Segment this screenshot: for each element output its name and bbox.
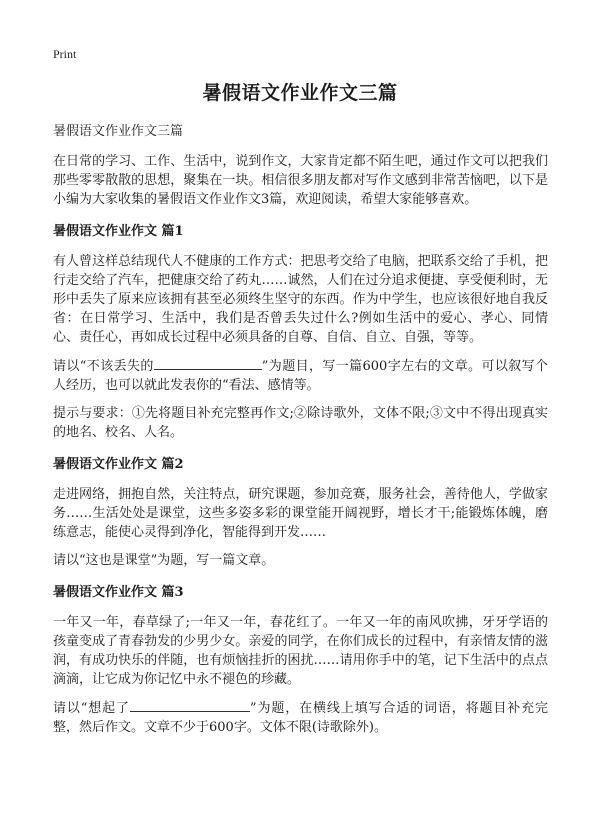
section-1-prompt [53, 356, 548, 395]
section-1-prompt-pre: 请以“不该丢失的 [53, 359, 154, 374]
intro-paragraph: 在日常的学习、工作、生活中，说到作文，大家肯定都不陌生吧，通过作文可以把我们那些零零散散的思想，聚集在一块。相信很多朋友都对写作文感到非常苦恼吧，以下是小编为大家收集的暑假语文作业作文3篇，欢迎阅读，希望大家能够喜欢。 [53, 154, 548, 207]
title-blank-line [130, 698, 250, 712]
section-2-prompt: 请以“这也是课堂”为题，写一篇文章。 [53, 553, 275, 568]
section-2-paragraph: 走进网络，拥抱自然，关注特点，研究课题，参加竞赛，服务社会，善待他人，学做家务……生活处处是课堂，这些多姿多彩的课堂能开阔视野，增长才干;能锻炼体魄，磨练意志，能使心灵得到净化，智能得到开发…… [53, 487, 548, 540]
section-1-requirements: 提示与要求：①先将题目补充完整再作文;②除诗歌外，文体不限;③文中不得出现真实的地名、校名、人名。 [53, 406, 548, 440]
section-1-paragraph: 有人曾这样总结现代人不健康的工作方式：把思考交给了电脑，把联系交给了手机，把行走交给了汽车，把健康交给了药丸……诚然，人们在过分追求便捷、享受便利时，无形中丢失了原来应该拥有甚至必须终生坚守的东西。作为中学生，也应该很好地自我反省：在日常学习、生活中，我们是否曾丢失过什么?例如生活中的爱心、孝心、同情心、责任心，再如成长过程中必须具备的自尊、自信、自立、自强，等等。 [53, 254, 548, 345]
document-subtitle: 暑假语文作业作文三篇 [53, 124, 184, 139]
section-1-prompt-post: ”为题目，写一篇600字左右的文章。可以叙写个人经历，也可以就此发表你的“看法、感情等。 [53, 359, 548, 393]
section-3-prompt [53, 698, 548, 737]
section-3-prompt-post: ”为题，在横线上填写合适的词语，将题目补充完整，然后作文。文章不少于600字。文体不限(诗歌除外)。 [53, 701, 548, 735]
section-1-heading: 暑假语文作业作文 篇1 [53, 224, 184, 239]
document-body [53, 122, 548, 737]
section-3-paragraph: 一年又一年，春草绿了;一年又一年，春花红了。一年又一年的南风吹拂，牙牙学语的孩童变成了青春勃发的少男少女。亲爱的同学，在你们成长的过程中，有亲情友情的滋润，有成功快乐的伴随，也有烦恼挂折的困扰……请用你手中的笔，记下生活中的点点滴滴，让它成为你记忆中永不褪色的珍藏。 [53, 615, 548, 687]
section-3-prompt-pre: 请以“想起了 [53, 701, 130, 716]
title-blank-line [154, 356, 262, 370]
print-link[interactable]: Print [53, 47, 77, 61]
section-2-heading: 暑假语文作业作文 篇2 [53, 457, 184, 472]
document-title: 暑假语文作业作文三篇 [202, 82, 398, 104]
section-3-heading: 暑假语文作业作文 篇3 [53, 585, 184, 600]
